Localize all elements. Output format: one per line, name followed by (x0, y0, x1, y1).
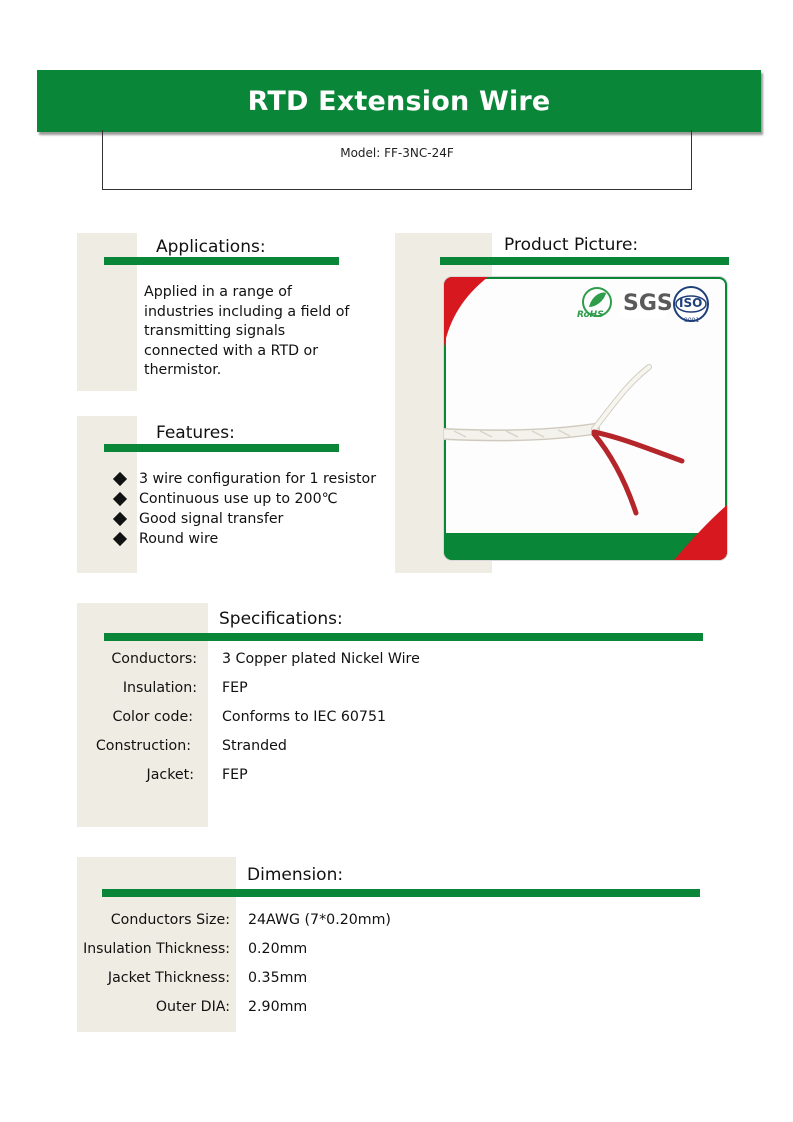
specifications-divider (104, 633, 703, 641)
spec-value: Stranded (222, 738, 287, 754)
specifications-heading: Specifications: (219, 609, 343, 629)
diamond-bullet-icon (113, 532, 127, 546)
feature-text: Good signal transfer (139, 511, 284, 527)
dimension-heading: Dimension: (247, 865, 344, 885)
dimension-divider (102, 889, 700, 897)
spec-label: Color code: (112, 709, 193, 725)
applications-heading: Applications: (156, 237, 266, 257)
list-item (113, 509, 383, 529)
applications-divider (104, 257, 339, 265)
red-corner-decoration (444, 277, 488, 347)
dimension-label: Outer DIA: (155, 999, 230, 1015)
applications-line: connected with a RTD or (144, 342, 319, 359)
page-title: RTD Extension Wire (247, 85, 551, 117)
spec-label: Jacket: (146, 767, 194, 783)
iso-logo-text: ISO (679, 296, 703, 310)
model-number: Model: FF-3NC-24F (340, 146, 454, 160)
iso-logo-subtext: 9001 (684, 317, 700, 324)
spec-value: FEP (222, 767, 248, 783)
applications-line: thermistor. (144, 362, 222, 378)
list-item (113, 469, 383, 489)
dimension-value: 2.90mm (248, 999, 308, 1015)
product-picture-heading: Product Picture: (504, 235, 639, 255)
dimension-value: 0.20mm (248, 941, 308, 957)
applications-line: transmitting signals (144, 323, 286, 339)
diamond-bullet-icon (113, 492, 127, 506)
spec-value: Conforms to IEC 60751 (222, 709, 387, 725)
dimension-label: Jacket Thickness: (107, 970, 230, 986)
title-banner (37, 70, 761, 132)
list-item (113, 529, 383, 549)
dimension-label: Insulation Thickness: (83, 941, 230, 957)
diamond-bullet-icon (113, 512, 127, 526)
features-heading: Features: (156, 423, 235, 443)
spec-label: Construction: (95, 738, 191, 754)
spec-value: 3 Copper plated Nickel Wire (222, 651, 420, 667)
applications-line: Applied in a range of (144, 284, 292, 300)
sgs-logo-text: SGS (623, 291, 673, 316)
diamond-bullet-icon (113, 472, 127, 486)
features-divider (104, 444, 339, 452)
product-image (444, 277, 727, 560)
feature-text: Continuous use up to 200℃ (139, 491, 338, 507)
dimension-label: Conductors Size: (110, 912, 230, 928)
model-box (102, 130, 692, 190)
list-item (113, 489, 383, 509)
features-list (113, 469, 383, 549)
rohs-logo-text: RoHS (577, 310, 604, 320)
spec-label: Insulation: (122, 680, 197, 696)
red-corner-decoration (674, 505, 727, 560)
dimension-value: 0.35mm (248, 970, 308, 986)
feature-text: 3 wire configuration for 1 resistor (139, 471, 377, 487)
spec-label: Conductors: (111, 651, 197, 667)
dimension-value: 24AWG (7*0.20mm) (248, 912, 391, 928)
applications-line: industries including a field of (144, 303, 350, 320)
feature-text: Round wire (139, 531, 219, 547)
product-picture-divider (440, 257, 729, 265)
applications-text (144, 283, 364, 381)
spec-value: FEP (222, 680, 248, 696)
